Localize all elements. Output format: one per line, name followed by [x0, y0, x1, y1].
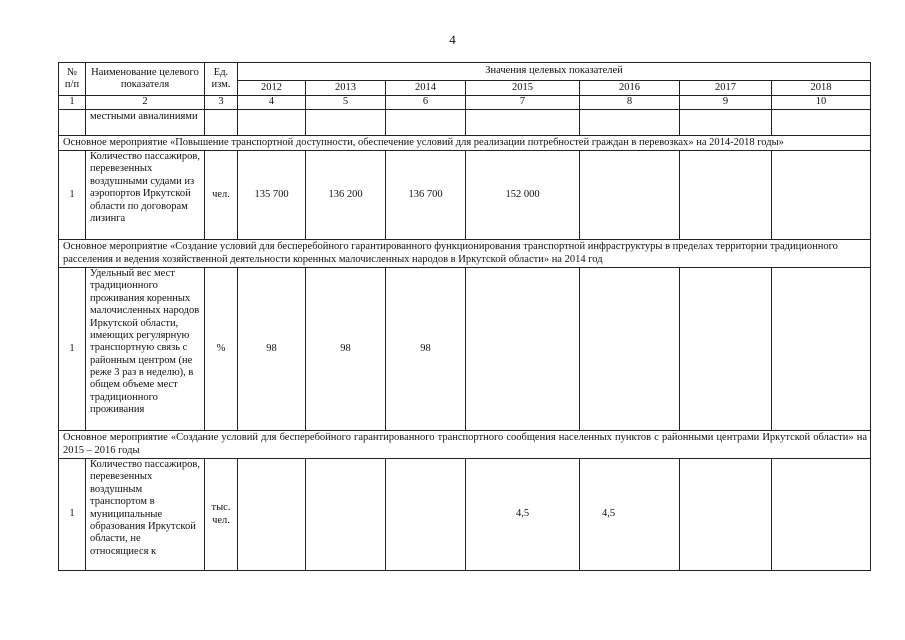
col-number: 4	[238, 96, 306, 110]
indicator-name: Количество пассажиров, перевезенных воздушными судами из аэропортов Иркутской области по договорам лизинга	[86, 151, 205, 240]
header-year: 2017	[680, 81, 772, 96]
value-2014: 136 700	[386, 151, 466, 240]
section-title-row	[59, 240, 871, 268]
indicator-row	[59, 459, 871, 571]
column-numbers-row	[59, 96, 871, 110]
indicator-name: Удельный вес мест традиционного проживания коренных малочисленных народов Иркутской области, имеющих регулярную транспортную связь с районным центром (не реже 3 раз в неделю), в общем объеме мест традиционного проживания	[86, 268, 205, 431]
value-2018	[772, 268, 871, 431]
header-year: 2012	[238, 81, 306, 96]
col-number: 8	[580, 96, 680, 110]
section-title-row	[59, 431, 871, 459]
col-number: 2	[86, 96, 205, 110]
header-num: № п/п	[59, 63, 86, 96]
header-row-1	[59, 63, 871, 81]
value-2017	[680, 459, 772, 571]
header-values: Значения целевых показателей	[238, 63, 871, 81]
continuation-row	[59, 110, 871, 136]
indicator-row	[59, 151, 871, 240]
value-2016	[580, 151, 680, 240]
value-2014	[386, 459, 466, 571]
value-2016: 4,5	[580, 459, 680, 571]
row-num: 1	[59, 151, 86, 240]
header-name: Наименование целевого показателя	[86, 63, 205, 96]
value-2012: 135 700	[238, 151, 306, 240]
header-year: 2016	[580, 81, 680, 96]
value-2014: 98	[386, 268, 466, 431]
value-2017	[680, 268, 772, 431]
value-2012	[238, 459, 306, 571]
target-indicators-table	[58, 62, 871, 571]
value-2016	[580, 268, 680, 431]
value-2018	[772, 459, 871, 571]
col-number: 5	[306, 96, 386, 110]
value-2018	[772, 151, 871, 240]
row-num: 1	[59, 268, 86, 431]
section-title-row	[59, 136, 871, 151]
indicator-name: Количество пассажиров, перевезенных воздушным транспортом в муниципальные образования Иркутской области, не относящиеся к	[86, 459, 205, 571]
page-number: 4	[449, 32, 456, 47]
value-2015	[466, 268, 580, 431]
value-2017	[680, 151, 772, 240]
value-2013: 98	[306, 268, 386, 431]
indicator-unit: тыс. чел.	[205, 459, 238, 571]
col-number: 9	[680, 96, 772, 110]
col-number: 3	[205, 96, 238, 110]
header-unit: Ед. изм.	[205, 63, 238, 96]
col-number: 1	[59, 96, 86, 110]
value-2013	[306, 459, 386, 571]
row-num: 1	[59, 459, 86, 571]
col-number: 6	[386, 96, 466, 110]
indicator-unit: %	[205, 268, 238, 431]
value-2015: 152 000	[466, 151, 580, 240]
value-2012: 98	[238, 268, 306, 431]
col-number: 7	[466, 96, 580, 110]
continuation-text: местными авиалиниями	[86, 110, 205, 136]
section-title: Основное мероприятие «Создание условий для бесперебойного гарантированного функционирования транспортной инфраструктуры в пределах территории традиционного расселения и ведения хозяйственной деятельности коренных малочисленных народов в Иркутской области» на 2014 год	[59, 240, 871, 268]
section-title: Основное мероприятие «Создание условий для бесперебойного гарантированного транспортного сообщения населенных пунктов с районными центрами Иркутской области» на 2015 – 2016 годы	[59, 431, 871, 459]
section-title: Основное мероприятие «Повышение транспортной доступности, обеспечение условий для реализации потребностей граждан в перевозках» на 2014-2018 годы»	[59, 136, 871, 151]
value-2015: 4,5	[466, 459, 580, 571]
value-2013: 136 200	[306, 151, 386, 240]
header-year: 2013	[306, 81, 386, 96]
header-year: 2018	[772, 81, 871, 96]
indicator-row	[59, 268, 871, 431]
col-number: 10	[772, 96, 871, 110]
header-year: 2014	[386, 81, 466, 96]
indicator-unit: чел.	[205, 151, 238, 240]
header-year: 2015	[466, 81, 580, 96]
